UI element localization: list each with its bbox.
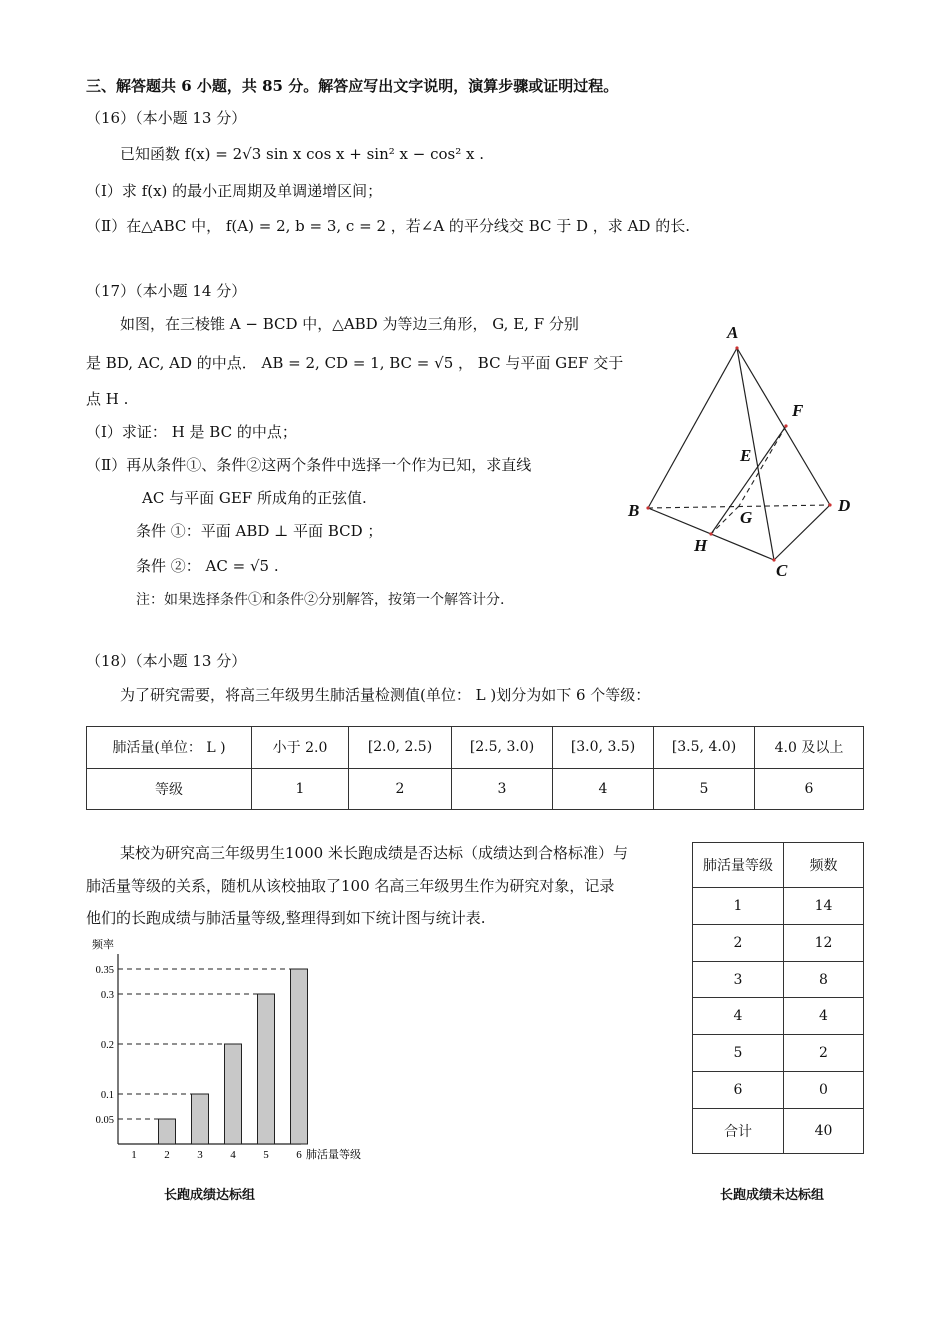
table-caption: 长跑成绩未达标组 — [720, 1188, 825, 1203]
table-cell: 0 — [784, 1071, 864, 1108]
table-row — [693, 1071, 864, 1108]
table-cell: 2 — [693, 925, 784, 962]
label-e: E — [740, 446, 752, 465]
q17-line3: 点 H . — [86, 390, 129, 408]
label-b: B — [628, 501, 640, 520]
level-cell: [3.0, 3.5) — [553, 727, 654, 769]
table-cell: 4 — [784, 998, 864, 1035]
q17-line2: 是 BD, AC, AD 的中点． AB = 2, CD = 1, BC = √5 ， BC 与平面 GEF 交于 — [86, 354, 624, 372]
table-cell: 2 — [784, 1035, 864, 1072]
level-cell: 3 — [452, 768, 553, 810]
q17-part1: （Ⅰ）求证： H 是 BC 的中点； — [86, 423, 297, 441]
q17-cond2: 条件 ②： AC = √5 . — [136, 557, 279, 575]
table-cell: 40 — [784, 1108, 864, 1153]
edge-cd — [774, 505, 830, 560]
segment-gh-hidden — [711, 506, 739, 534]
q18-para1: 某校为研究高三年级男生1000 米长跑成绩是否达标（成绩达到合格标准）与 — [120, 844, 628, 862]
x-tick-label: 4 — [230, 1149, 236, 1161]
label-g: G — [740, 508, 753, 527]
table-row — [693, 1035, 864, 1072]
q17-note: 注：如果选择条件①和条件②分别解答，按第一个解答计分. — [136, 592, 505, 608]
q17-part2a: （Ⅱ）再从条件①、条件②这两个条件中选择一个作为已知，求直线 — [86, 456, 532, 474]
table-row — [693, 843, 864, 888]
table-row — [693, 961, 864, 998]
bar — [258, 994, 275, 1144]
label-a: A — [727, 323, 739, 342]
level-table-row — [87, 727, 864, 769]
level-cell: 等级 — [87, 768, 252, 810]
q18-intro: 为了研究需要，将高三年级男生肺活量检测值(单位： L )划分为如下 6 个等级： — [120, 686, 651, 704]
table-cell: 合计 — [693, 1108, 784, 1153]
q16-part2: （Ⅱ）在△ABC 中， f(A) = 2, b = 3, c = 2 ，若∠A 的平分线交 BC 于 D ，求 AD 的长. — [86, 217, 690, 235]
bar — [159, 1119, 176, 1144]
q17-line1: 如图，在三棱锥 A − BCD 中，△ABD 为等边三角形， G, E, F 分别 — [120, 315, 579, 333]
table-row — [693, 925, 864, 962]
table-cell: 5 — [693, 1035, 784, 1072]
chart-xlabel: 肺活量等级 — [306, 1149, 361, 1161]
table-cell: 4 — [693, 998, 784, 1035]
table-row — [693, 998, 864, 1035]
chart-ylabel: 频率 — [92, 939, 114, 951]
q17-header: （17）（本小题 14 分） — [86, 282, 247, 300]
table-cell: 6 — [693, 1071, 784, 1108]
y-tick-label: 0.3 — [100, 990, 114, 1001]
x-tick-label: 3 — [197, 1149, 203, 1161]
label-h: H — [694, 536, 708, 555]
q17-cond1: 条件 ①：平面 ABD ⊥ 平面 BCD ； — [136, 522, 383, 540]
table-row — [693, 1108, 864, 1153]
y-tick-label: 0.35 — [95, 965, 114, 976]
level-table — [86, 726, 864, 810]
table-header-cell: 频数 — [784, 843, 864, 888]
x-tick-label: 2 — [164, 1149, 170, 1161]
table-header-cell: 肺活量等级 — [693, 843, 784, 888]
section-heading: 三、解答题共 6 小题，共 85 分。解答应写出文字说明，演算步骤或证明过程。 — [86, 77, 619, 95]
table-cell: 8 — [784, 961, 864, 998]
level-cell: 4.0 及以上 — [755, 727, 864, 769]
level-cell: [2.0, 2.5) — [349, 727, 452, 769]
bar — [225, 1044, 242, 1144]
x-tick-label: 6 — [296, 1149, 302, 1161]
level-table-row — [87, 768, 864, 810]
q18-header: （18）（本小题 13 分） — [86, 652, 247, 670]
q16-intro: 已知函数 f(x) = 2√3 sin x cos x + sin² x − cos² x . — [120, 145, 485, 163]
bar-chart — [86, 934, 386, 1166]
label-d: D — [838, 496, 851, 515]
x-tick-label: 1 — [131, 1149, 137, 1161]
y-tick-label: 0.05 — [95, 1115, 114, 1126]
x-tick-label: 5 — [263, 1149, 269, 1161]
level-cell: 6 — [755, 768, 864, 810]
level-cell: 小于 2.0 — [252, 727, 349, 769]
level-cell: 4 — [553, 768, 654, 810]
tetrahedron-figure — [620, 310, 870, 585]
bar — [192, 1094, 209, 1144]
level-cell: [3.5, 4.0) — [654, 727, 755, 769]
level-cell: 2 — [349, 768, 452, 810]
edge-ab — [648, 348, 737, 508]
q17-part2b: AC 与平面 GEF 所成角的正弦值. — [142, 489, 367, 507]
table-cell: 12 — [784, 925, 864, 962]
q16-part1: （Ⅰ）求 f(x) 的最小正周期及单调递增区间； — [86, 182, 383, 200]
table-cell: 14 — [784, 888, 864, 925]
q18-para2: 肺活量等级的关系，随机从该校抽取了100 名高三年级男生作为研究对象，记录 — [86, 877, 615, 895]
level-cell: 5 — [654, 768, 755, 810]
chart-caption: 长跑成绩达标组 — [164, 1188, 256, 1203]
level-cell: 1 — [252, 768, 349, 810]
bar — [291, 969, 308, 1144]
level-cell: [2.5, 3.0) — [452, 727, 553, 769]
label-c: C — [776, 561, 788, 580]
q16-header: （16）（本小题 13 分） — [86, 109, 247, 127]
label-f: F — [792, 401, 804, 420]
table-cell: 1 — [693, 888, 784, 925]
y-tick-label: 0.2 — [100, 1040, 114, 1051]
table-row — [693, 888, 864, 925]
level-cell: 肺活量(单位： L ) — [87, 727, 252, 769]
table-cell: 3 — [693, 961, 784, 998]
y-tick-label: 0.1 — [100, 1090, 114, 1101]
frequency-table — [692, 842, 864, 1154]
q18-para3: 他们的长跑成绩与肺活量等级,整理得到如下统计图与统计表. — [86, 909, 486, 927]
